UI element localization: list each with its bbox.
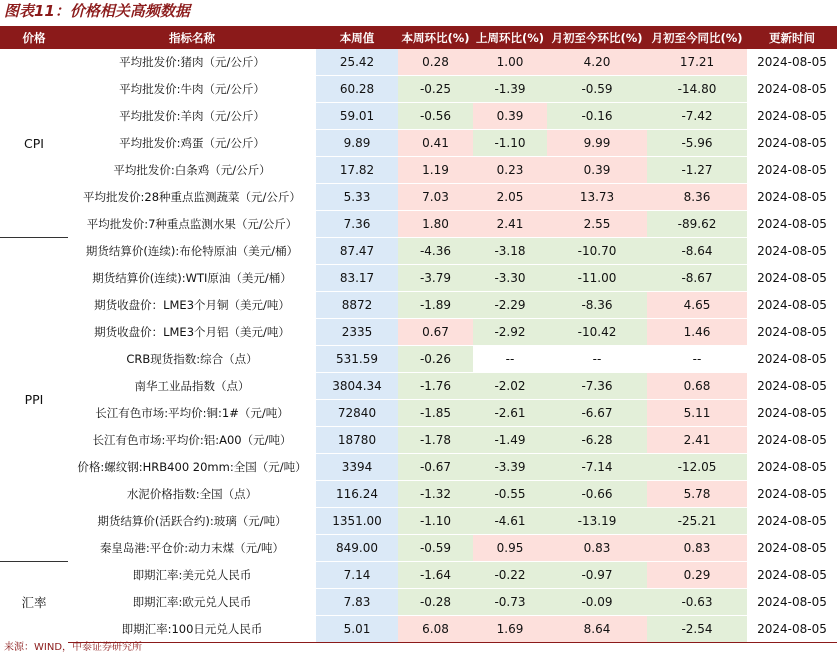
week-change-cell: -0.59 [398, 535, 473, 562]
mtd-yoy-cell: 17.21 [647, 49, 747, 76]
indicator-name-cell: 期货收盘价：LME3个月铝（美元/吨） [68, 319, 316, 346]
week-change-cell: -1.85 [398, 400, 473, 427]
mtd-mom-cell: 0.39 [547, 157, 647, 184]
indicator-name-cell: 平均批发价:羊肉（元/公斤） [68, 103, 316, 130]
indicator-name-cell: 期货结算价(活跃合约):玻璃（元/吨） [68, 508, 316, 535]
prev-week-change-cell: 0.23 [473, 157, 547, 184]
mtd-yoy-cell: 5.78 [647, 481, 747, 508]
mtd-mom-cell: -7.14 [547, 454, 647, 481]
table-row [0, 481, 837, 508]
mtd-mom-cell: -0.97 [547, 562, 647, 589]
current-value-cell: 1351.00 [316, 508, 398, 535]
update-time-cell: 2024-08-05 [747, 616, 837, 643]
indicator-name-cell: 即期汇率:欧元兑人民币 [68, 589, 316, 616]
prev-week-change-cell: -- [473, 346, 547, 373]
current-value-cell: 60.28 [316, 76, 398, 103]
table-row [0, 211, 837, 238]
week-change-cell: -4.36 [398, 238, 473, 265]
mtd-mom-cell: 4.20 [547, 49, 647, 76]
prev-week-change-cell: -0.22 [473, 562, 547, 589]
table-row [0, 427, 837, 454]
current-value-cell: 2335 [316, 319, 398, 346]
mtd-yoy-cell: 5.11 [647, 400, 747, 427]
current-value-cell: 849.00 [316, 535, 398, 562]
current-value-cell: 5.01 [316, 616, 398, 643]
week-change-cell: -1.76 [398, 373, 473, 400]
table-row [0, 400, 837, 427]
update-time-cell: 2024-08-05 [747, 319, 837, 346]
table-row [0, 535, 837, 562]
mtd-yoy-cell: -14.80 [647, 76, 747, 103]
update-time-cell: 2024-08-05 [747, 427, 837, 454]
mtd-mom-cell: -- [547, 346, 647, 373]
update-time-cell: 2024-08-05 [747, 454, 837, 481]
mtd-yoy-cell: -25.21 [647, 508, 747, 535]
prev-week-change-cell: -1.39 [473, 76, 547, 103]
current-value-cell: 7.14 [316, 562, 398, 589]
prev-week-change-cell: -1.10 [473, 130, 547, 157]
prev-week-change-cell: 2.05 [473, 184, 547, 211]
update-time-cell: 2024-08-05 [747, 184, 837, 211]
prev-week-change-cell: -2.92 [473, 319, 547, 346]
figure-title: 图表11：价格相关高频数据 [4, 2, 190, 20]
current-value-cell: 72840 [316, 400, 398, 427]
mtd-mom-cell: -7.36 [547, 373, 647, 400]
week-change-cell: -0.67 [398, 454, 473, 481]
table-row [0, 589, 837, 616]
indicator-name-cell: 平均批发价:猪肉（元/公斤） [68, 49, 316, 76]
current-value-cell: 3394 [316, 454, 398, 481]
week-change-cell: 1.80 [398, 211, 473, 238]
table-row [0, 130, 837, 157]
category-label: PPI [0, 238, 68, 562]
prev-week-change-cell: -2.61 [473, 400, 547, 427]
current-value-cell: 531.59 [316, 346, 398, 373]
week-change-cell: 6.08 [398, 616, 473, 643]
mtd-mom-cell: -10.70 [547, 238, 647, 265]
indicator-name-cell: 长江有色市场:平均价:铝:A00（元/吨） [68, 427, 316, 454]
prev-week-change-cell: -3.39 [473, 454, 547, 481]
indicator-name-cell: 期货结算价(连续):布伦特原油（美元/桶） [68, 238, 316, 265]
week-change-cell: 0.28 [398, 49, 473, 76]
indicator-name-cell: 即期汇率:100日元兑人民币 [68, 616, 316, 643]
indicator-name-cell: 南华工业品指数（点） [68, 373, 316, 400]
current-value-cell: 25.42 [316, 49, 398, 76]
prev-week-change-cell: -2.29 [473, 292, 547, 319]
week-change-cell: 7.03 [398, 184, 473, 211]
table-row [0, 454, 837, 481]
mtd-yoy-cell: -5.96 [647, 130, 747, 157]
week-change-cell: -1.32 [398, 481, 473, 508]
header-prev-week-change: 上周环比(%) [473, 26, 547, 49]
current-value-cell: 17.82 [316, 157, 398, 184]
indicator-name-cell: 期货结算价(连续):WTI原油（美元/桶） [68, 265, 316, 292]
week-change-cell: -3.79 [398, 265, 473, 292]
mtd-mom-cell: -0.59 [547, 76, 647, 103]
week-change-cell: -0.28 [398, 589, 473, 616]
week-change-cell: -1.64 [398, 562, 473, 589]
update-time-cell: 2024-08-05 [747, 238, 837, 265]
update-time-cell: 2024-08-05 [747, 103, 837, 130]
category-label: CPI [0, 49, 68, 238]
current-value-cell: 87.47 [316, 238, 398, 265]
update-time-cell: 2024-08-05 [747, 211, 837, 238]
prev-week-change-cell: 0.95 [473, 535, 547, 562]
current-value-cell: 3804.34 [316, 373, 398, 400]
prev-week-change-cell: -0.73 [473, 589, 547, 616]
prev-week-change-cell: -1.49 [473, 427, 547, 454]
indicator-name-cell: 平均批发价:白条鸡（元/公斤） [68, 157, 316, 184]
current-value-cell: 83.17 [316, 265, 398, 292]
mtd-yoy-cell: 0.29 [647, 562, 747, 589]
header-category: 价格 [0, 26, 68, 49]
update-time-cell: 2024-08-05 [747, 481, 837, 508]
current-value-cell: 116.24 [316, 481, 398, 508]
table-row [0, 265, 837, 292]
indicator-name-cell: 平均批发价:牛肉（元/公斤） [68, 76, 316, 103]
mtd-mom-cell: -0.09 [547, 589, 647, 616]
mtd-mom-cell: -6.28 [547, 427, 647, 454]
mtd-mom-cell: 8.64 [547, 616, 647, 643]
current-value-cell: 9.89 [316, 130, 398, 157]
indicator-name-cell: 平均批发价:7种重点监测水果（元/公斤） [68, 211, 316, 238]
indicator-name-cell: 长江有色市场:平均价:铜:1#（元/吨） [68, 400, 316, 427]
prev-week-change-cell: -3.30 [473, 265, 547, 292]
update-time-cell: 2024-08-05 [747, 589, 837, 616]
week-change-cell: -1.78 [398, 427, 473, 454]
indicator-name-cell: 期货收盘价：LME3个月铜（美元/吨） [68, 292, 316, 319]
update-time-cell: 2024-08-05 [747, 373, 837, 400]
mtd-yoy-cell: 0.68 [647, 373, 747, 400]
table-row [0, 562, 837, 589]
indicator-name-cell: 平均批发价:鸡蛋（元/公斤） [68, 130, 316, 157]
update-time-cell: 2024-08-05 [747, 292, 837, 319]
prev-week-change-cell: 1.00 [473, 49, 547, 76]
week-change-cell: -0.25 [398, 76, 473, 103]
header-mtd-mom: 月初至今环比(%) [547, 26, 647, 49]
mtd-yoy-cell: -7.42 [647, 103, 747, 130]
update-time-cell: 2024-08-05 [747, 535, 837, 562]
week-change-cell: -0.26 [398, 346, 473, 373]
week-change-cell: -0.56 [398, 103, 473, 130]
update-time-cell: 2024-08-05 [747, 508, 837, 535]
mtd-mom-cell: -0.66 [547, 481, 647, 508]
week-change-cell: -1.10 [398, 508, 473, 535]
prev-week-change-cell: -4.61 [473, 508, 547, 535]
table-row [0, 49, 837, 76]
update-time-cell: 2024-08-05 [747, 157, 837, 184]
mtd-mom-cell: 13.73 [547, 184, 647, 211]
mtd-yoy-cell: -8.67 [647, 265, 747, 292]
week-change-cell: -1.89 [398, 292, 473, 319]
header-current-value: 本周值 [316, 26, 398, 49]
week-change-cell: 1.19 [398, 157, 473, 184]
prev-week-change-cell: 1.69 [473, 616, 547, 643]
mtd-yoy-cell: -- [647, 346, 747, 373]
table-row [0, 103, 837, 130]
header-indicator-name: 指标名称 [68, 26, 316, 49]
prev-week-change-cell: -3.18 [473, 238, 547, 265]
table-row [0, 373, 837, 400]
mtd-yoy-cell: -12.05 [647, 454, 747, 481]
table-row [0, 238, 837, 265]
category-label: 汇率 [0, 562, 68, 643]
indicator-name-cell: 即期汇率:美元兑人民币 [68, 562, 316, 589]
table-row [0, 292, 837, 319]
prev-week-change-cell: 0.39 [473, 103, 547, 130]
update-time-cell: 2024-08-05 [747, 346, 837, 373]
indicator-name-cell: CRB现货指数:综合（点） [68, 346, 316, 373]
prev-week-change-cell: 2.41 [473, 211, 547, 238]
mtd-mom-cell: 2.55 [547, 211, 647, 238]
mtd-mom-cell: -0.16 [547, 103, 647, 130]
mtd-mom-cell: -13.19 [547, 508, 647, 535]
mtd-yoy-cell: -8.64 [647, 238, 747, 265]
mtd-yoy-cell: -1.27 [647, 157, 747, 184]
header-week-change: 本周环比(%) [398, 26, 473, 49]
mtd-yoy-cell: -0.63 [647, 589, 747, 616]
current-value-cell: 7.36 [316, 211, 398, 238]
prev-week-change-cell: -0.55 [473, 481, 547, 508]
indicator-name-cell: 价格:螺纹钢:HRB400 20mm:全国（元/吨） [68, 454, 316, 481]
prev-week-change-cell: -2.02 [473, 373, 547, 400]
current-value-cell: 7.83 [316, 589, 398, 616]
update-time-cell: 2024-08-05 [747, 130, 837, 157]
mtd-yoy-cell: 0.83 [647, 535, 747, 562]
update-time-cell: 2024-08-05 [747, 400, 837, 427]
table-row [0, 508, 837, 535]
table-row [0, 157, 837, 184]
mtd-mom-cell: -8.36 [547, 292, 647, 319]
mtd-mom-cell: 0.83 [547, 535, 647, 562]
mtd-mom-cell: 9.99 [547, 130, 647, 157]
header-update-time: 更新时间 [747, 26, 837, 49]
mtd-mom-cell: -10.42 [547, 319, 647, 346]
table-body [0, 49, 837, 643]
price-data-table [0, 26, 837, 643]
table-row [0, 346, 837, 373]
table-header-row [0, 26, 837, 49]
mtd-yoy-cell: -2.54 [647, 616, 747, 643]
mtd-mom-cell: -6.67 [547, 400, 647, 427]
mtd-yoy-cell: 4.65 [647, 292, 747, 319]
mtd-yoy-cell: 2.41 [647, 427, 747, 454]
table-row [0, 319, 837, 346]
mtd-yoy-cell: 8.36 [647, 184, 747, 211]
indicator-name-cell: 秦皇岛港:平仓价:动力末煤（元/吨） [68, 535, 316, 562]
table-row [0, 184, 837, 211]
update-time-cell: 2024-08-05 [747, 562, 837, 589]
week-change-cell: 0.67 [398, 319, 473, 346]
mtd-yoy-cell: -89.62 [647, 211, 747, 238]
indicator-name-cell: 水泥价格指数:全国（点） [68, 481, 316, 508]
source-note: 来源：WIND，中泰证券研究所 [4, 642, 143, 653]
current-value-cell: 18780 [316, 427, 398, 454]
week-change-cell: 0.41 [398, 130, 473, 157]
current-value-cell: 5.33 [316, 184, 398, 211]
table-row [0, 76, 837, 103]
current-value-cell: 59.01 [316, 103, 398, 130]
mtd-yoy-cell: 1.46 [647, 319, 747, 346]
indicator-name-cell: 平均批发价:28种重点监测蔬菜（元/公斤） [68, 184, 316, 211]
update-time-cell: 2024-08-05 [747, 76, 837, 103]
header-mtd-yoy: 月初至今同比(%) [647, 26, 747, 49]
mtd-mom-cell: -11.00 [547, 265, 647, 292]
update-time-cell: 2024-08-05 [747, 49, 837, 76]
update-time-cell: 2024-08-05 [747, 265, 837, 292]
current-value-cell: 8872 [316, 292, 398, 319]
